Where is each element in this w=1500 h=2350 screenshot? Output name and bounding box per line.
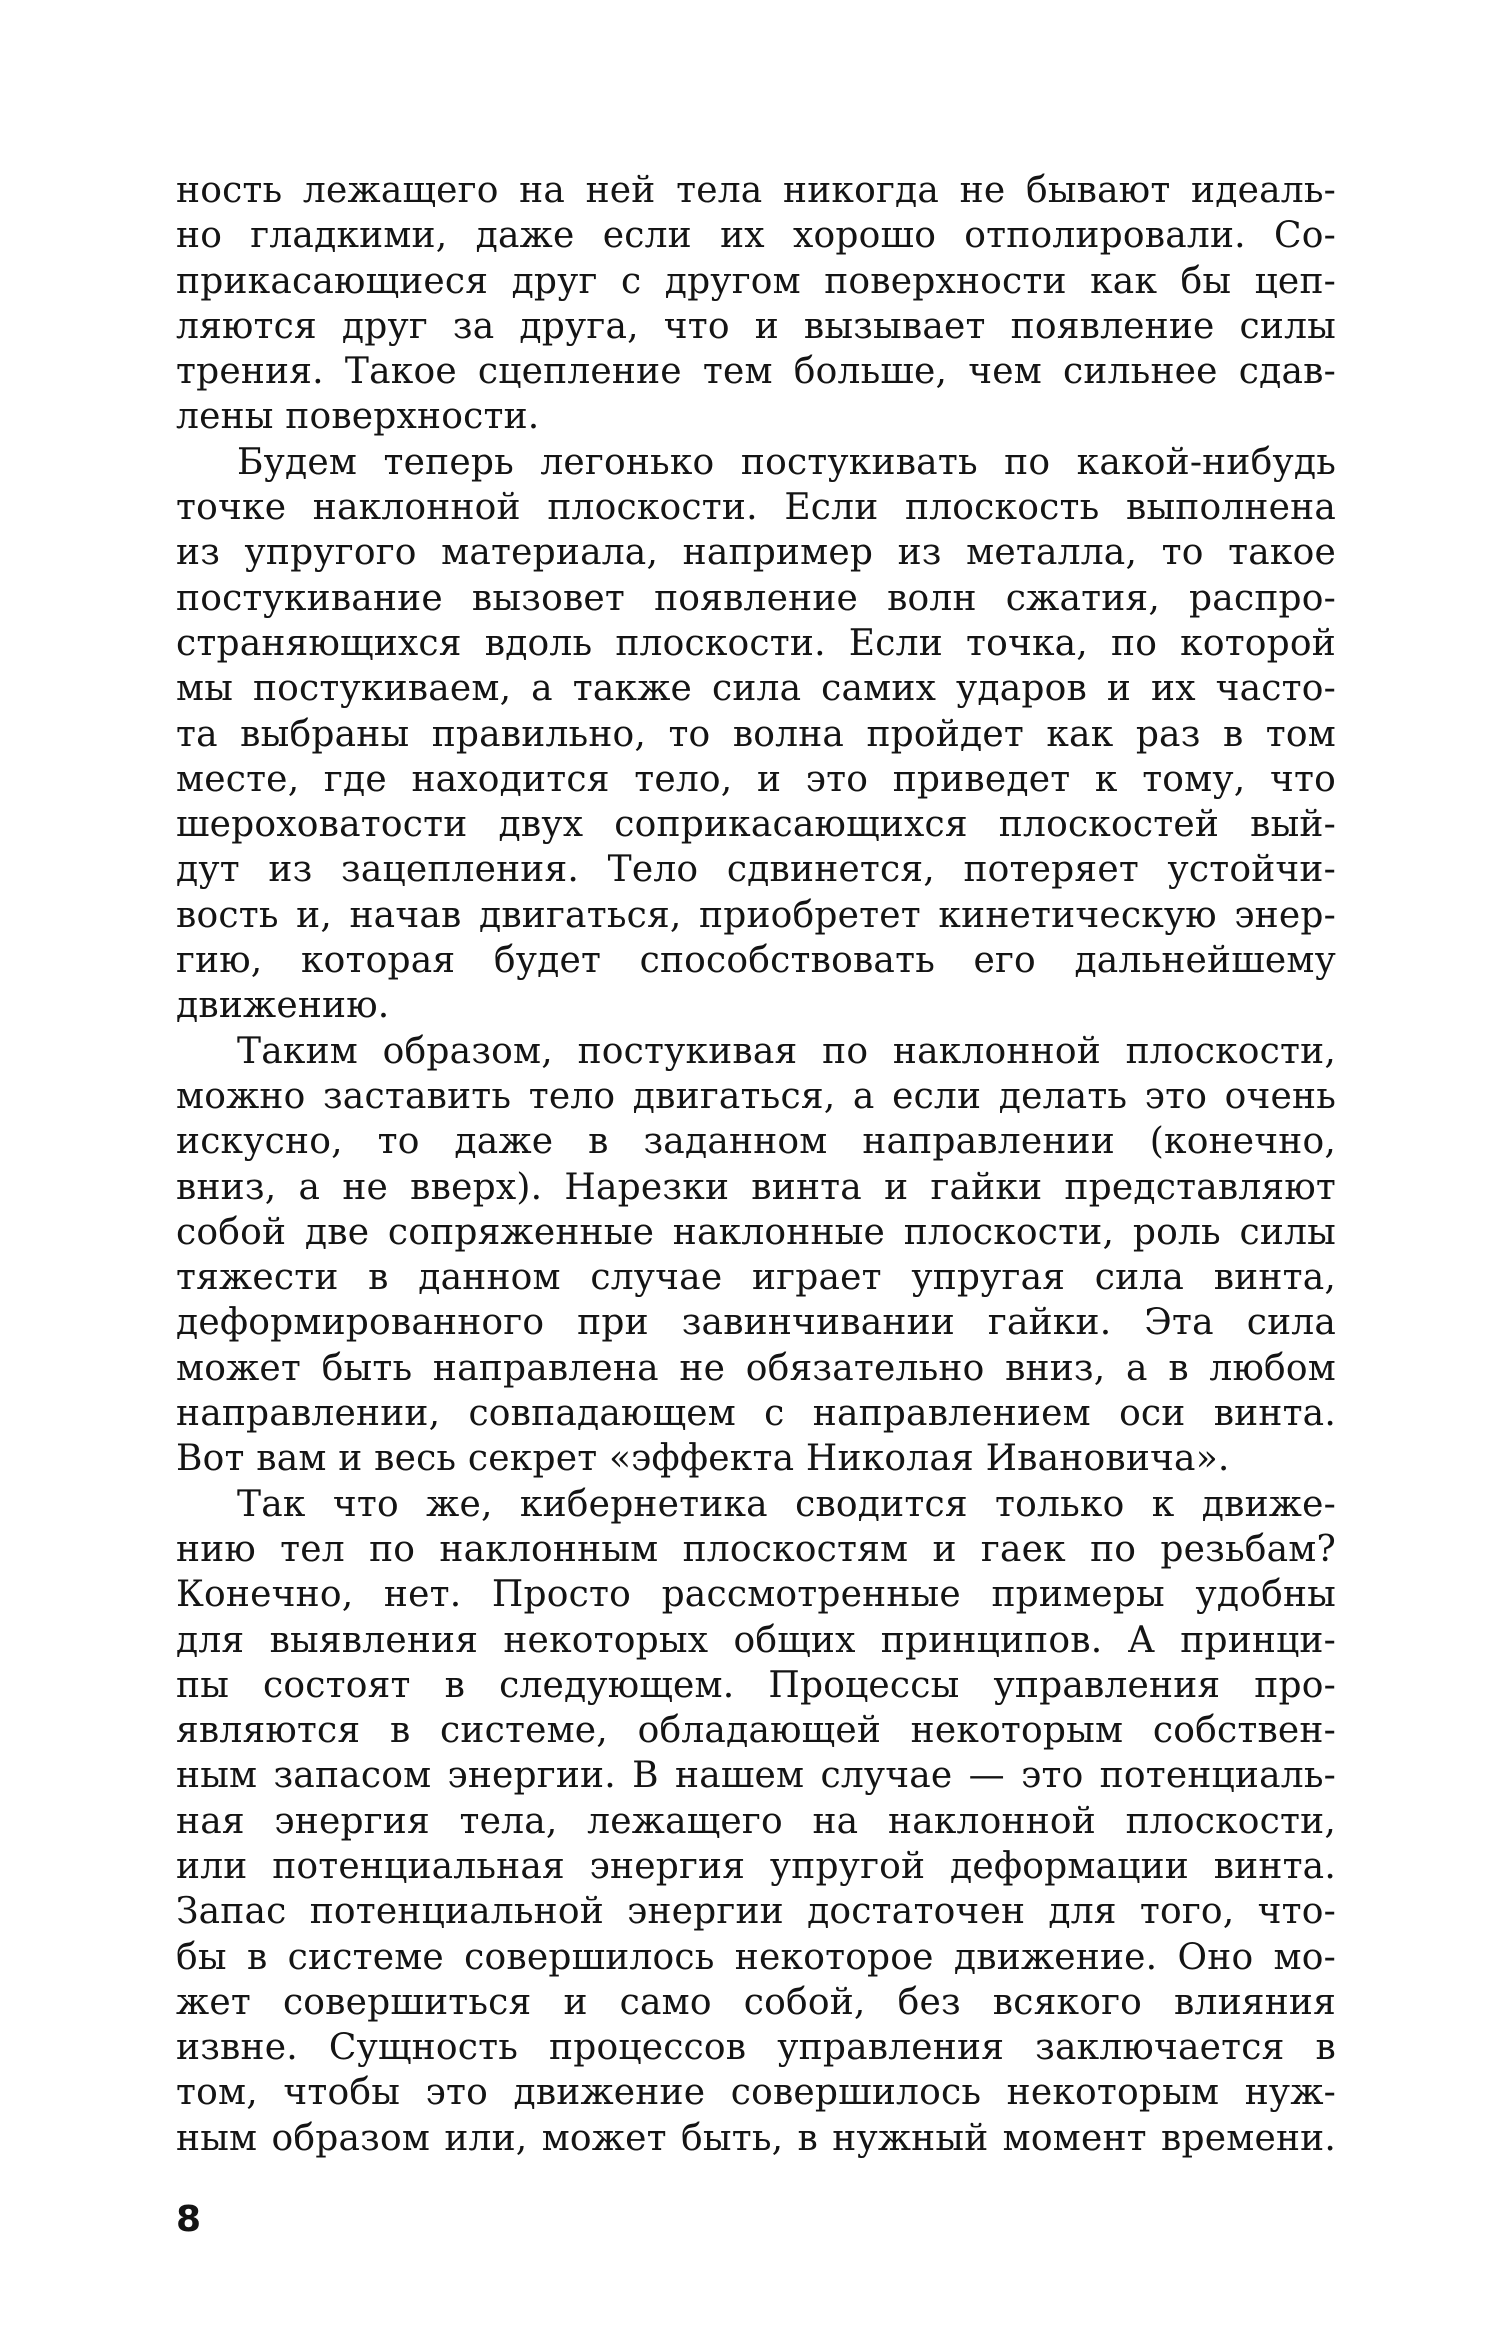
text-line: ная энергия тела, лежащего на наклонной плоскости, — [176, 1800, 1336, 1842]
text-line: из упругого материала, например из металла, то такое — [176, 532, 1336, 574]
paragraph-1 — [176, 168, 1336, 440]
text-line: постукивание вызовет появление волн сжатия, распро- — [176, 577, 1336, 619]
text-line: бы в системе совершилось некоторое движение. Оно мо- — [176, 1936, 1336, 1978]
text-line: трения. Такое сцепление тем больше, чем сильнее сдав- — [176, 351, 1336, 393]
text-line: направлении, совпадающем с направлением оси винта. — [176, 1393, 1336, 1435]
text-line: можно заставить тело двигаться, а если делать это очень — [176, 1075, 1336, 1117]
text-line: вниз, а не вверх). Нарезки винта и гайки представляют — [176, 1166, 1336, 1208]
text-line: Таким образом, постукивая по наклонной плоскости, — [237, 1030, 1336, 1072]
text-line: Вот вам и весь секрет «эффекта Николая Ивановича». — [176, 1438, 1230, 1480]
text-line: деформированного при завинчивании гайки. Эта сила — [176, 1302, 1336, 1344]
text-line: собой две сопряженные наклонные плоскости, роль силы — [176, 1211, 1336, 1253]
text-line: шероховатости двух соприкасающихся плоскостей вый- — [176, 804, 1336, 846]
text-line: Так что же, кибернетика сводится только к движе- — [237, 1483, 1336, 1525]
text-line: точке наклонной плоскости. Если плоскость выполнена — [176, 487, 1336, 529]
text-line: пы состоят в следующем. Процессы управления про- — [176, 1664, 1336, 1706]
text-line: ным образом или, может быть, в нужный момент времени. — [176, 2117, 1336, 2159]
text-line: для выявления некоторых общих принципов. А принци- — [176, 1619, 1336, 1661]
text-line: являются в системе, обладающей некоторым собствен- — [176, 1710, 1336, 1752]
text-line: искусно, то даже в заданном направлении (конечно, — [176, 1121, 1336, 1163]
text-line: лены поверхности. — [176, 396, 540, 438]
text-line: та выбраны правильно, то волна пройдет как раз в том — [176, 713, 1336, 755]
text-line: нию тел по наклонным плоскостям и гаек по резьбам? — [176, 1528, 1336, 1570]
text-line: страняющихся вдоль плоскости. Если точка, по которой — [176, 622, 1336, 664]
paragraph-2 — [176, 440, 1336, 1029]
text-line: извне. Сущность процессов управления заключается в — [176, 2027, 1336, 2069]
text-line: Будем теперь легонько постукивать по какой-нибудь — [237, 441, 1336, 483]
text-line: гию, которая будет способствовать его дальнейшему — [176, 940, 1336, 982]
text-line: месте, где находится тело, и это приведет к тому, что — [176, 758, 1336, 800]
text-line: жет совершиться и само собой, без всякого влияния — [176, 1981, 1336, 2023]
paragraph-4 — [176, 1482, 1336, 2161]
text-line: или потенциальная энергия упругой деформации винта. — [176, 1845, 1336, 1887]
text-line: тяжести в данном случае играет упругая сила винта, — [176, 1257, 1336, 1299]
page-number: 8 — [176, 2199, 202, 2240]
page-body — [176, 168, 1336, 2161]
text-line: Конечно, нет. Просто рассмотренные примеры удобны — [176, 1574, 1336, 1616]
text-line: но гладкими, даже если их хорошо отполировали. Со- — [176, 215, 1336, 257]
text-line: дут из зацепления. Тело сдвинется, потеряет устойчи- — [176, 849, 1336, 891]
text-line: ляются друг за друга, что и вызывает появление силы — [176, 305, 1336, 347]
paragraph-3 — [176, 1029, 1336, 1482]
text-line: ным запасом энергии. В нашем случае — это потенциаль- — [176, 1755, 1336, 1797]
text-line: прикасающиеся друг с другом поверхности как бы цеп- — [176, 260, 1336, 302]
text-line: ность лежащего на ней тела никогда не бывают идеаль- — [176, 170, 1336, 211]
text-line: Запас потенциальной энергии достаточен для того, что- — [176, 1891, 1336, 1933]
text-line: движению. — [176, 985, 390, 1027]
text-line: том, чтобы это движение совершилось некоторым нуж- — [176, 2072, 1336, 2114]
text-line: может быть направлена не обязательно вниз, а в любом — [176, 1347, 1336, 1389]
text-line: вость и, начав двигаться, приобретет кинетическую энер- — [176, 894, 1336, 936]
text-line: мы постукиваем, а также сила самих ударов и их часто- — [176, 668, 1336, 710]
